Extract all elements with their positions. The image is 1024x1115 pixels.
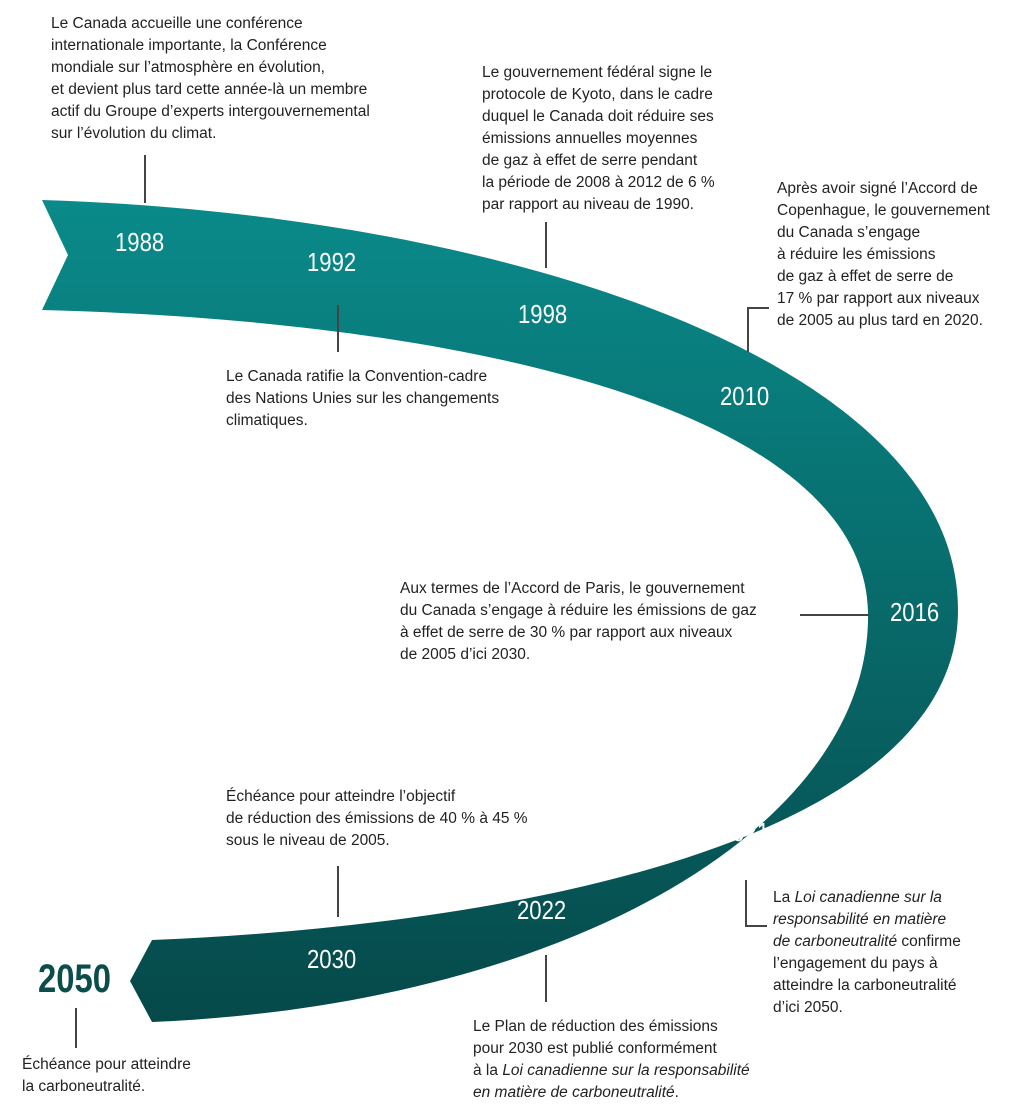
connector-2030: [337, 866, 339, 917]
year-1992: 1992: [307, 247, 357, 277]
event-text-2022: [473, 1016, 750, 1104]
year-1998: 1998: [518, 299, 568, 329]
year-2016: 2016: [890, 597, 940, 627]
law-title: Loi canadienne sur la responsabilité en matière de carboneutralité: [773, 889, 947, 950]
connector-2022: [545, 955, 547, 1002]
event-text-2030: Échéance pour atteindre l’objectif de réduction des émissions de 40 % à 45 % sous le niveau de 2005.: [226, 788, 528, 849]
event-text-2010: Après avoir signé l’Accord de Copenhague, le gouvernement du Canada s’engage à réduire les émissions de gaz à effet de serre de 17 % par rapport aux niveaux de 2005 au plus tard en 2020.: [777, 180, 990, 329]
event-text-2016: Aux termes de l’Accord de Paris, le gouvernement du Canada s’engage à réduire les émissions de gaz à effet de serre de 30 % par rapport aux niveaux de 2005 d’ici 2030.: [400, 580, 757, 663]
year-2022: 2022: [517, 895, 567, 925]
text-part: La: [773, 889, 795, 906]
text-part: confirme l’engagement du pays à atteindre la carboneutralité d’ici 2050.: [773, 933, 961, 1016]
connector-2016: [800, 614, 870, 616]
year-2021: 2021: [720, 817, 770, 847]
year-1988: 1988: [115, 227, 165, 257]
year-2030: 2030: [307, 944, 357, 974]
text-part: .: [674, 1084, 679, 1101]
year-2010: 2010: [720, 381, 770, 411]
event-text-1998: Le gouvernement fédéral signe le protocole de Kyoto, dans le cadre duquel le Canada doit réduire ses émissions annuelles moyennes de gaz à effet de serre pendant la période de 2008 à 2012 de 6 % par rapport au niveau de 1990.: [482, 64, 715, 213]
event-text-2021: [773, 887, 961, 1019]
connector-2021-h: [745, 925, 767, 927]
connector-1988: [144, 155, 146, 203]
event-text-1992: Le Canada ratifie la Convention-cadre des Nations Unies sur les changements climatiques.: [226, 368, 500, 429]
year-2050: 2050: [38, 957, 111, 1001]
connector-2050: [75, 1008, 77, 1048]
connector-2021: [745, 880, 747, 926]
event-text-2050: Échéance pour atteindre la carboneutralité.: [22, 1056, 191, 1095]
text-part: Le Plan de réduction des émissions pour 2030 est publié conformément à la: [473, 1018, 718, 1079]
event-text-1988: Le Canada accueille une conférence internationale importante, la Conférence mondiale sur l’atmosphère en évolution, et devient plus tard cette année-là un membre actif du Groupe d’experts intergouvernemental sur l’évolution du climat.: [51, 15, 370, 142]
connector-2010: [747, 307, 749, 352]
connector-1992: [337, 305, 339, 352]
connector-2010-h: [747, 307, 769, 309]
law-title: Loi canadienne sur la responsabilité en matière de carboneutralité: [473, 1062, 750, 1101]
connector-1998: [545, 222, 547, 268]
